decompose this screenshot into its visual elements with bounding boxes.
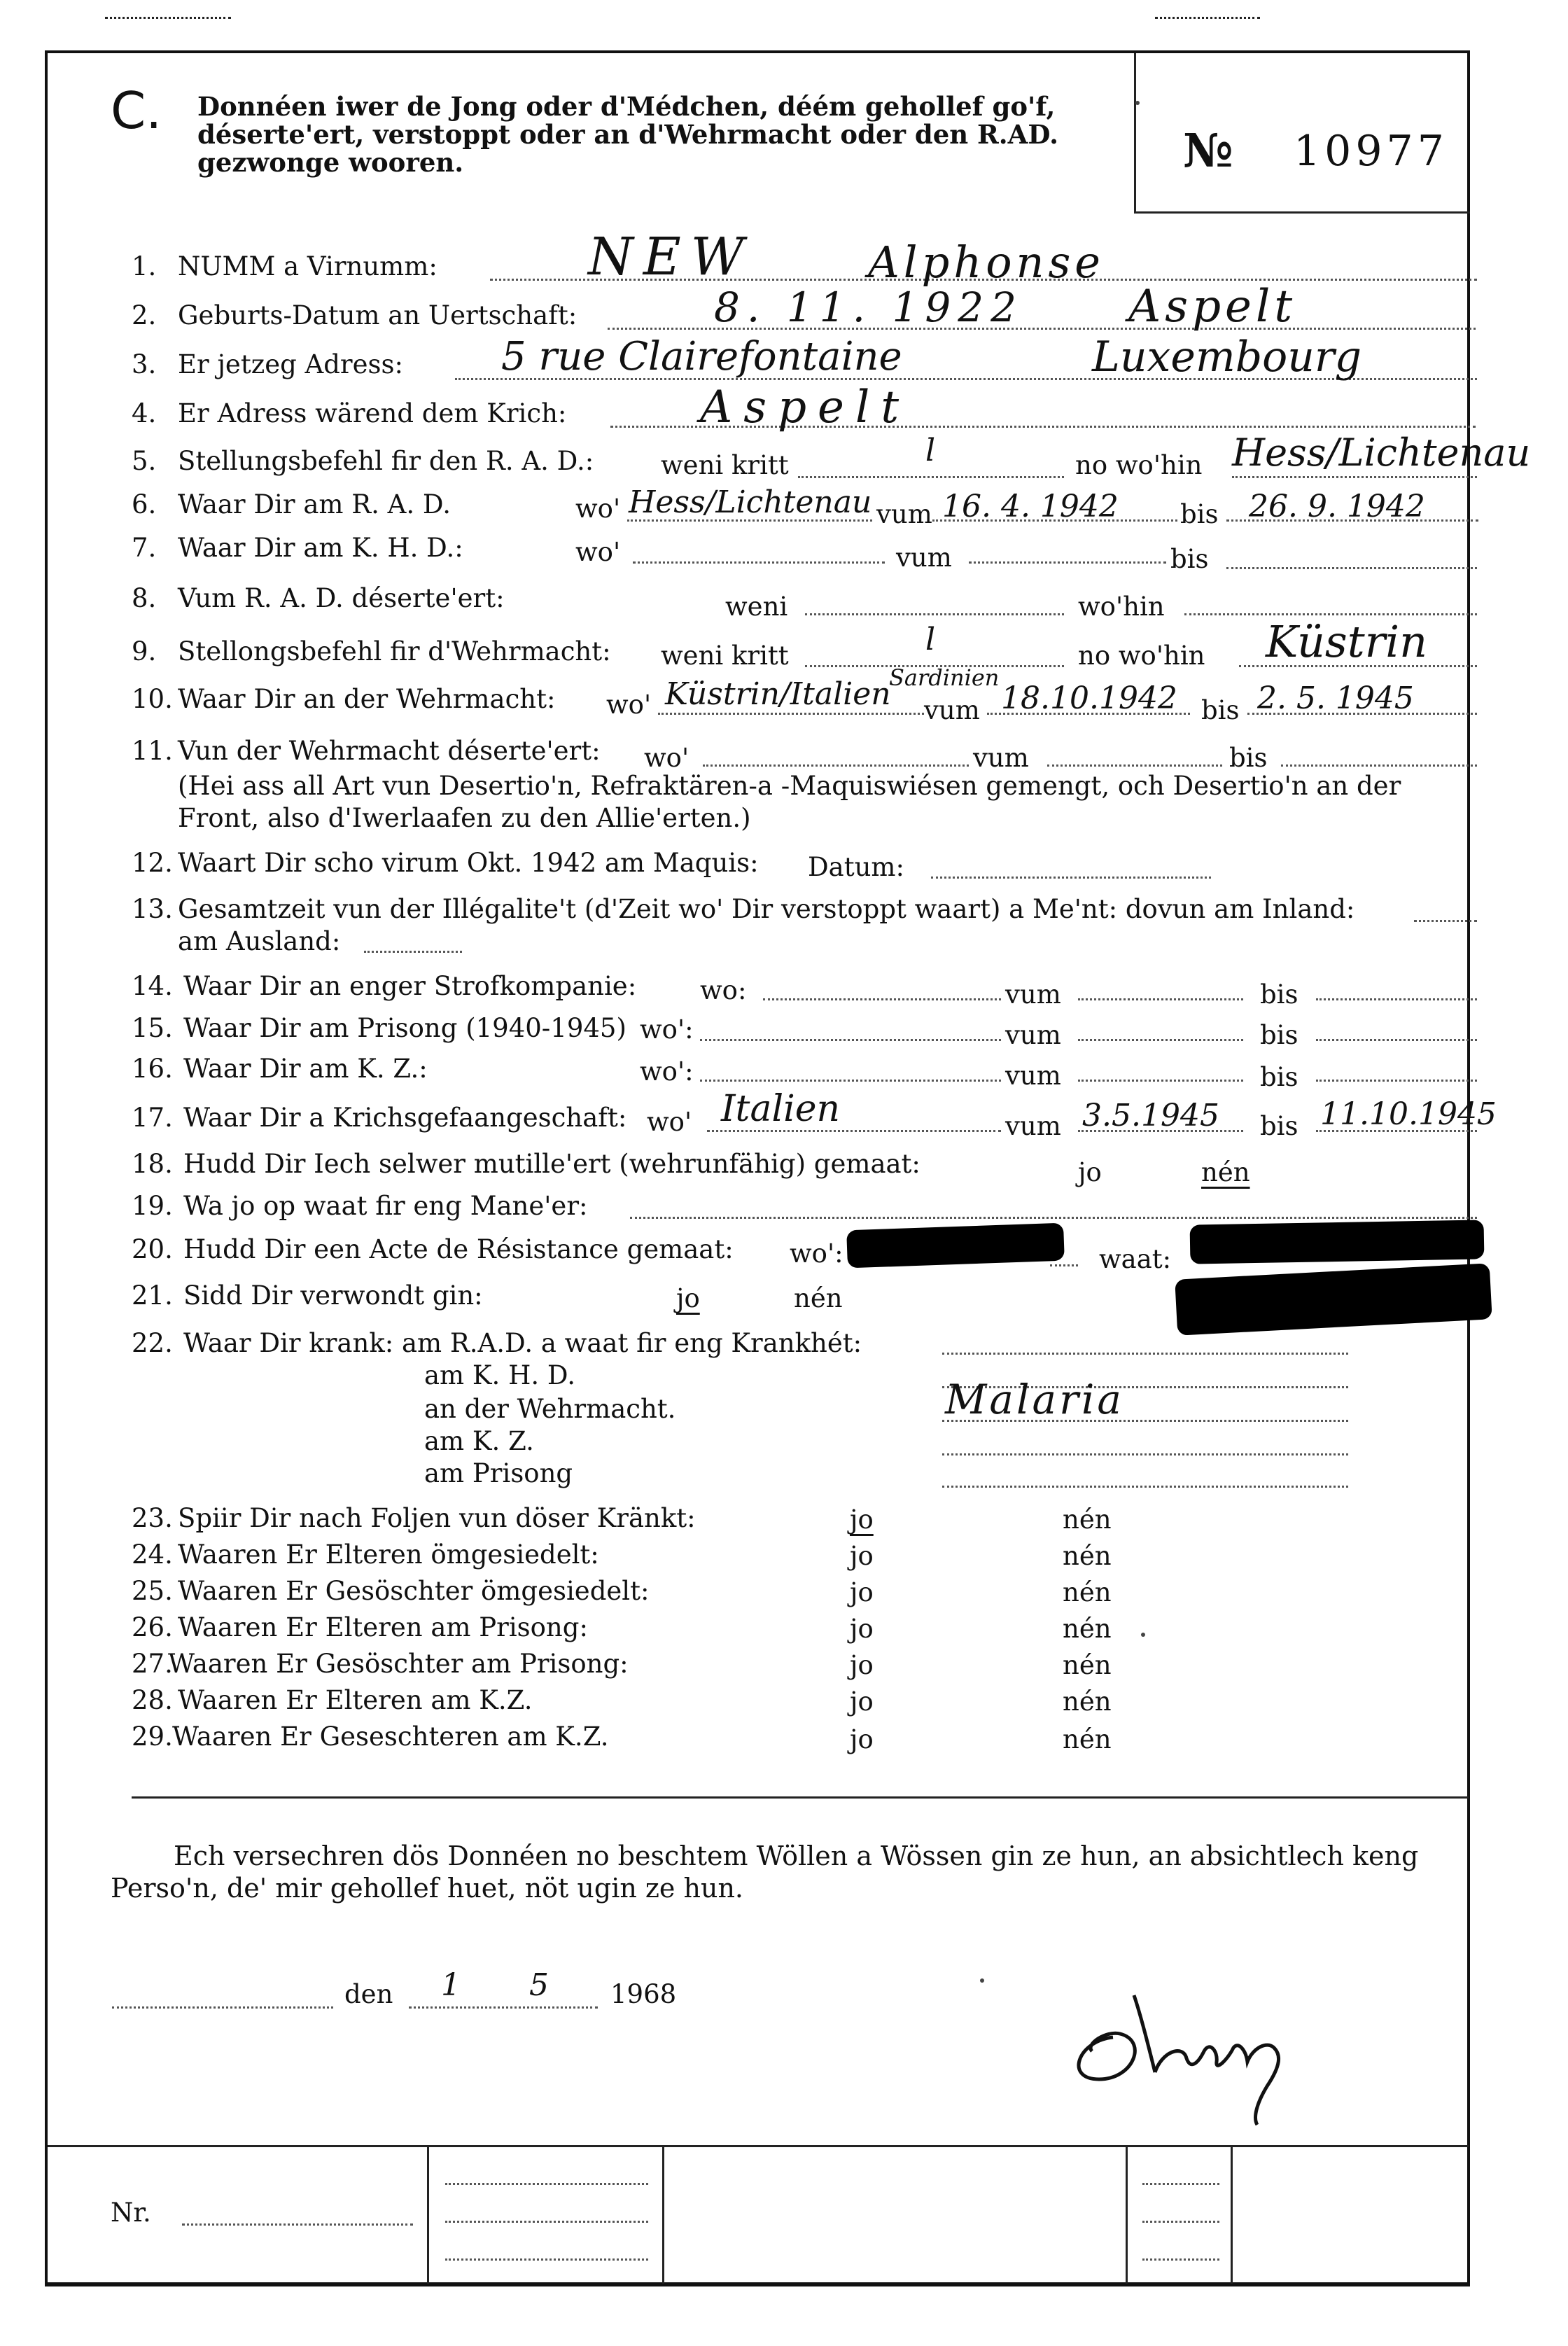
row-26-label: Waaren Er Elteren am Prisong: — [178, 1612, 588, 1642]
surname-handwritten: NEW — [588, 227, 754, 287]
footer-divider — [1231, 2145, 1233, 2284]
row-3-label: Er jetzeg Adress: — [178, 349, 403, 379]
scan-speck — [1135, 101, 1140, 105]
row-5-number: 5. — [132, 446, 157, 476]
row-27-nen: nén — [1063, 1650, 1112, 1680]
rad-vum-handwritten: 16. 4. 1942 — [942, 489, 1119, 524]
header-divider — [1134, 53, 1136, 211]
row-18-label: Hudd Dir Iech selwer mutille'ert (wehrunfähig) gemaat: — [183, 1149, 920, 1179]
row-7-vum-field — [969, 561, 1166, 564]
row-13-number: 13. — [132, 894, 173, 924]
row-12-label: Waart Dir scho virum Okt. 1942 am Maquis: — [178, 848, 759, 878]
row-22-kz-field — [942, 1453, 1348, 1455]
date-year: 1968 — [610, 1979, 677, 2009]
row-19-field — [630, 1217, 1477, 1219]
row-20-waat: waat: — [1099, 1244, 1172, 1274]
row-10-label: Waar Dir an der Wehrmacht: — [178, 684, 556, 714]
row-16-number: 16. — [132, 1054, 173, 1084]
row-20-label: Hudd Dir een Acte de Résistance gemaat: — [183, 1234, 734, 1264]
footer-nr-label: Nr. — [111, 2198, 151, 2228]
row-16-wo: wo': — [640, 1056, 694, 1087]
redaction-bar — [846, 1223, 1065, 1269]
row-17-bis: bis — [1260, 1111, 1298, 1141]
row-11-vum-field — [1047, 764, 1222, 767]
row-14-wo: wo: — [700, 975, 747, 1005]
row-11-vum: vum — [973, 743, 1029, 773]
address-city-handwritten: Luxembourg — [1092, 333, 1362, 382]
row-22-sub-khd: am K. H. D. — [424, 1360, 575, 1390]
row-12-datum: Datum: — [808, 852, 904, 882]
footer-cell-line — [1142, 2183, 1219, 2185]
address-street-handwritten: 5 rue Clairefontaine — [501, 334, 902, 379]
row-28-label: Waaren Er Elteren am K.Z. — [178, 1685, 533, 1715]
row-2-number: 2. — [132, 300, 157, 330]
row-8-wohin-field — [1184, 613, 1477, 615]
row-24-label: Waaren Er Elteren ömgesiedelt: — [178, 1539, 599, 1570]
row-8-wohin: wo'hin — [1078, 592, 1165, 622]
section-separator — [132, 1796, 1469, 1799]
illness-handwritten: Malaria — [945, 1376, 1124, 1423]
row-15-wo-field — [700, 1039, 1001, 1041]
row-11-bis-field — [1281, 764, 1477, 767]
row-13-inland-field — [1414, 920, 1477, 922]
section-letter: C. — [111, 81, 162, 140]
row-20-wo-field — [1050, 1264, 1078, 1266]
row-21-jo-selected: jo — [676, 1283, 700, 1313]
row-9-number: 9. — [132, 636, 157, 666]
row-25-jo: jo — [850, 1577, 874, 1607]
row-14-vum: vum — [1005, 979, 1061, 1010]
firstname-handwritten: Alphonse — [868, 237, 1105, 288]
row-5-label: Stellungsbefehl fir den R. A. D.: — [178, 446, 594, 476]
row-27-label: Waaren Er Gesöschter am Prisong: — [168, 1649, 629, 1679]
row-3-number: 3. — [132, 349, 157, 379]
row-10-number: 10. — [132, 684, 173, 714]
row-19-number: 19. — [132, 1191, 173, 1221]
row-15-vum: vum — [1005, 1020, 1061, 1050]
row-29-jo: jo — [850, 1724, 874, 1754]
wm-vum-handwritten: 18.10.1942 — [1001, 680, 1177, 716]
date-field — [409, 2006, 598, 2009]
row-18-number: 18. — [132, 1149, 173, 1179]
row-5-weni-field — [798, 476, 1064, 478]
row-8-number: 8. — [132, 583, 157, 613]
row-17-number: 17. — [132, 1103, 173, 1133]
form-title: Donnéen iwer de Jong oder d'Médchen, déém gehollef go'f, déserte'ert, verstoppt oder an d'Wehrmacht oder den R.AD. gezwonge wooren. — [197, 91, 1059, 178]
rad-wohin-handwritten: Hess/Lichtenau — [1232, 431, 1531, 475]
row-6-vum: vum — [876, 499, 932, 529]
row-13-ausland-field — [364, 951, 462, 953]
row-8-weni: weni — [725, 592, 788, 622]
row-16-vum: vum — [1005, 1061, 1061, 1091]
row-22-rad-field — [942, 1353, 1348, 1355]
footer-rule — [48, 2145, 1469, 2147]
row-23-label: Spiir Dir nach Foljen vun döser Kränkt: — [178, 1503, 696, 1533]
row-11-wo: wo' — [644, 743, 690, 773]
redaction-bar — [1190, 1220, 1485, 1264]
row-12-field — [931, 877, 1211, 879]
row-8-weni-field — [805, 613, 1064, 615]
row-15-bis-field — [1316, 1039, 1477, 1041]
footer-cell-line — [1142, 2258, 1219, 2261]
row-6-wo: wo' — [575, 494, 621, 524]
row-22-sub-prisong: am Prisong — [424, 1458, 573, 1488]
row-28-nen: nén — [1063, 1687, 1112, 1717]
row-20-wo: wo': — [790, 1238, 844, 1269]
row-14-number: 14. — [132, 971, 173, 1001]
rad-weni-handwritten: l — [925, 433, 936, 468]
row-15-wo: wo': — [640, 1014, 694, 1045]
row-17-wo: wo' — [647, 1107, 692, 1137]
form-number: 10977 — [1294, 127, 1448, 176]
row-7-vum: vum — [896, 543, 952, 573]
footer-divider — [1126, 2145, 1128, 2284]
sign-day-handwritten: 1 — [441, 1967, 461, 2003]
footer-divider — [427, 2145, 429, 2284]
row-11-bis: bis — [1229, 743, 1268, 773]
row-21-nen: nén — [794, 1283, 843, 1313]
row-5-wohin-field — [1232, 476, 1477, 478]
row-16-wo-field — [700, 1080, 1001, 1082]
row-15-label: Waar Dir am Prisong (1940-1945) — [183, 1013, 626, 1043]
row-28-jo: jo — [850, 1687, 874, 1717]
row-28-number: 28. — [132, 1685, 173, 1715]
row-26-number: 26. — [132, 1612, 173, 1642]
row-11-number: 11. — [132, 736, 173, 766]
row-5-weni: weni kritt — [661, 450, 789, 480]
row-16-bis-field — [1316, 1080, 1477, 1082]
row-23-nen: nén — [1063, 1504, 1112, 1535]
row-25-label: Waaren Er Gesöschter ömgesiedelt: — [178, 1576, 650, 1606]
number-symbol: № — [1183, 123, 1233, 178]
row-22-prisong-field — [942, 1486, 1348, 1488]
row-7-wo: wo' — [575, 537, 621, 567]
footer-cell-line — [445, 2221, 648, 2223]
pow-wo-handwritten: Italien — [721, 1088, 840, 1130]
row-10-wo: wo' — [606, 690, 652, 720]
row-27-jo: jo — [850, 1650, 874, 1680]
row-22-number: 22. — [132, 1328, 173, 1358]
row-21-label: Sidd Dir verwondt gin: — [183, 1280, 483, 1311]
row-24-jo: jo — [850, 1541, 874, 1571]
row-26-nen: nén — [1063, 1614, 1112, 1644]
row-29-number: 29. — [132, 1722, 173, 1752]
row-14-bis: bis — [1260, 979, 1298, 1010]
wm-wohin-handwritten: Küstrin — [1266, 616, 1428, 667]
wm-wo-handwritten: Küstrin/Italien — [665, 676, 891, 712]
birth-place-handwritten: Aspelt — [1128, 281, 1297, 333]
wm-weni-handwritten: l — [925, 622, 936, 657]
header-rule — [1134, 211, 1470, 214]
pow-bis-handwritten: 11.10.1945 — [1320, 1096, 1497, 1132]
sign-month-handwritten: 5 — [529, 1967, 549, 2003]
row-1-number: 1. — [132, 251, 157, 281]
row-13-label: Gesamtzeit vun der Illégalite't (d'Zeit wo' Dir verstoppt waart) a Me'nt: dovun am Inland: — [178, 894, 1355, 924]
row-11-wo-field — [703, 764, 969, 767]
row-6-label: Waar Dir am R. A. D. — [178, 489, 451, 519]
row-14-label: Waar Dir an enger Strofkompanie: — [183, 971, 637, 1001]
top-dots — [1155, 17, 1260, 19]
row-10-bis: bis — [1201, 695, 1240, 725]
row-7-label: Waar Dir am K. H. D.: — [178, 533, 463, 563]
birth-date-handwritten: 8. 11. 1922 — [714, 284, 1024, 331]
top-dots — [105, 17, 231, 19]
row-11-note-line-1: (Hei ass all Art vun Desertio'n, Refraktären-a -Maquiswiésen gemengt, och Desertio'n an der — [178, 771, 1401, 801]
row-15-bis: bis — [1260, 1020, 1298, 1050]
row-17-label: Waar Dir a Krichsgefaangeschaft: — [183, 1103, 627, 1133]
footer-cell-line — [445, 2258, 648, 2261]
scan-speck — [980, 1978, 984, 1983]
footer-nr-field — [182, 2223, 413, 2226]
row-29-nen: nén — [1063, 1724, 1112, 1754]
row-23-jo-selected: jo — [850, 1504, 874, 1535]
row-12-number: 12. — [132, 848, 173, 878]
row-23-number: 23. — [132, 1503, 173, 1533]
declaration-text: Ech versechren dös Donnéen no beschtem Wöllen a Wössen gin ze hun, an absichtlech keng Perso'n, de' mir gehollef huet, nöt ugin ze hun. — [111, 1841, 1419, 1904]
row-7-wo-field — [633, 561, 885, 564]
row-21-number: 21. — [132, 1280, 173, 1311]
row-11-note-line-2: Front, also d'Iwerlaafen zu den Allie'erten.) — [178, 803, 751, 833]
scan-speck — [1141, 1633, 1145, 1637]
row-17-wo-field — [707, 1130, 1001, 1132]
signature-image — [1050, 1974, 1316, 2135]
row-7-bis-field — [1226, 567, 1477, 569]
row-19-label: Wa jo op waat fir eng Mane'er: — [183, 1191, 588, 1221]
date-den: den — [344, 1979, 393, 2009]
row-22-sub-wehrmacht: an der Wehrmacht. — [424, 1394, 676, 1424]
row-24-nen: nén — [1063, 1541, 1112, 1571]
row-8-label: Vum R. A. D. déserte'ert: — [178, 583, 505, 613]
row-16-label: Waar Dir am K. Z.: — [183, 1054, 428, 1084]
row-18-jo: jo — [1078, 1157, 1102, 1187]
row-7-bis: bis — [1170, 544, 1209, 574]
row-15-vum-field — [1078, 1039, 1243, 1041]
row-22-label: Waar Dir krank: am R.A.D. a waat fir eng Krankhét: — [183, 1328, 862, 1358]
row-26-jo: jo — [850, 1614, 874, 1644]
wm-wo-extra-handwritten: Sardinien — [889, 664, 1000, 691]
footer-cell-line — [445, 2183, 648, 2185]
row-22-sub-kz: am K. Z. — [424, 1426, 534, 1456]
row-25-nen: nén — [1063, 1577, 1112, 1607]
row-29-label: Waaren Er Geseschteren am K.Z. — [172, 1722, 609, 1752]
row-2-label: Geburts-Datum an Uertschaft: — [178, 300, 578, 330]
wm-bis-handwritten: 2. 5. 1945 — [1257, 680, 1414, 716]
row-5-wohin: no wo'hin — [1075, 450, 1203, 480]
row-24-number: 24. — [132, 1539, 173, 1570]
row-10-vum: vum — [924, 695, 980, 725]
row-4-label: Er Adress wärend dem Krich: — [178, 398, 567, 428]
row-16-vum-field — [1078, 1080, 1243, 1082]
row-10-wo-field — [658, 713, 924, 715]
place-field — [112, 2006, 333, 2009]
rad-wo-handwritten: Hess/Lichtenau — [629, 484, 872, 520]
rad-bis-handwritten: 26. 9. 1942 — [1249, 489, 1425, 524]
row-16-bis: bis — [1260, 1062, 1298, 1092]
row-15-number: 15. — [132, 1013, 173, 1043]
row-11-label: Vun der Wehrmacht déserte'ert: — [178, 736, 601, 766]
row-13-line-2: am Ausland: — [178, 926, 341, 956]
row-25-number: 25. — [132, 1576, 173, 1606]
footer-cell-line — [1142, 2221, 1219, 2223]
pow-vum-handwritten: 3.5.1945 — [1082, 1098, 1219, 1133]
row-1-label: NUMM a Virnumm: — [178, 251, 438, 281]
row-18-nen-selected: nén — [1201, 1157, 1250, 1187]
footer-divider — [662, 2145, 664, 2284]
row-20-number: 20. — [132, 1234, 173, 1264]
row-14-bis-field — [1316, 998, 1477, 1000]
row-9-weni: weni kritt — [661, 641, 789, 671]
row-17-vum: vum — [1005, 1111, 1061, 1141]
row-9-wohin: no wo'hin — [1078, 641, 1205, 671]
row-14-wo-field — [763, 998, 1001, 1000]
row-27-number: 27. — [132, 1649, 173, 1679]
war-address-handwritten: Aspelt — [700, 382, 911, 433]
row-6-bis: bis — [1180, 499, 1219, 529]
row-9-label: Stellongsbefehl fir d'Wehrmacht: — [178, 636, 611, 666]
row-7-number: 7. — [132, 533, 157, 563]
row-4-number: 4. — [132, 398, 157, 428]
row-14-vum-field — [1078, 998, 1243, 1000]
row-6-number: 6. — [132, 489, 157, 519]
